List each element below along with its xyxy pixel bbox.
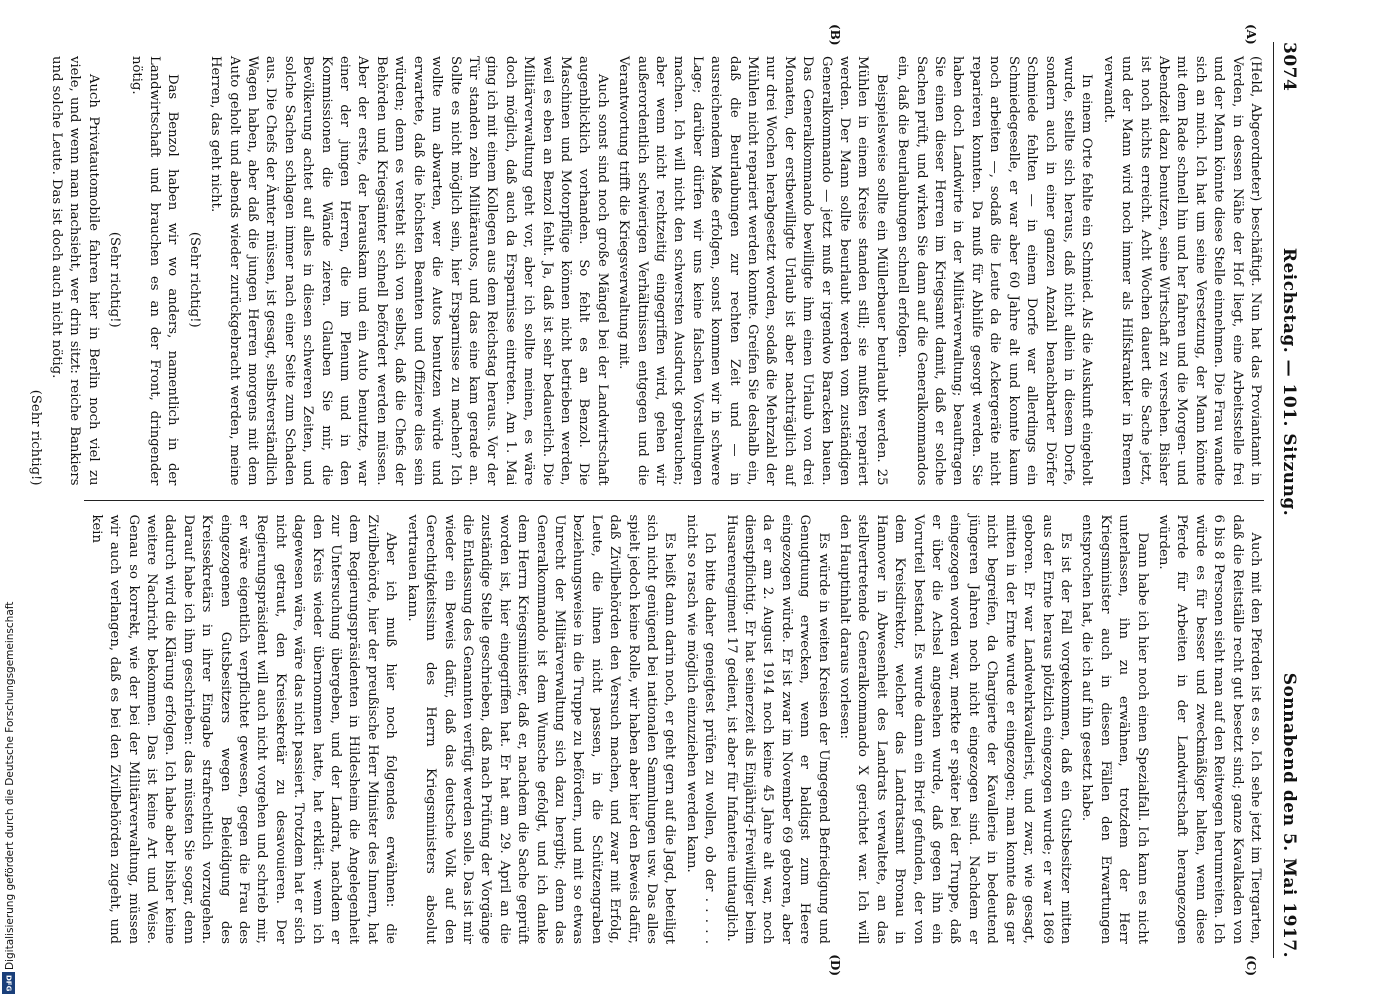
paragraph: Auch mit den Pferden ist es so. Ich sehe jetzt im Tiergarten, daß die Reitställe recht gut besetzt sind; ganze Kavalkaden von 6 bis 8 Personen sieht man auf den Reitwegen herumreiten. Ich würde es für besser und zweckmäßiger halten, wenn diese Pferde für Arbeiten in der Landwirtschaft herangezogen würden. [1155, 514, 1263, 944]
dfg-logo: DFG [2, 972, 15, 994]
page-header [1273, 42, 1304, 958]
page-number: 3074 [1278, 42, 1299, 92]
paragraph: Auch sonst sind noch große Mängel bei der Landwirtschaft augenblicklich vorhanden. So fehlt es an Benzol. Die Maschinen und Motorpflüge können nicht betrieben werden, weil es eben an Benzol fehlt. Ja, daß ist sehr bedauerlich. Die Militärverwaltung geht vor, aber ich sollte meinen, es wäre doch möglich, daß auch da Ersparnisse eintreten. Am 1. Mai ging ich mit einem Kollegen aus dem Reichstag heraus. Vor der Tür standen zehn Militärautos, und das eine kam gerade an. Sollte es nicht möglich sein, hier Ersparnisse zu machen? Ich wollte nun abwarten, wer die Autos benutzen würde und erwartete, daß die höchsten Beamten und Offiziere dies sein würden; denn es versteht sich von selbst, daß die Chefs der Behörden und Kriegsämter schnell befördert werden müssen. Aber der erste, der herauskam und ein Auto benutzte, war einer der jungen Herren, die im Plenum und in den Kommissionen die Wände zieren. Glauben Sie mir, die Bevölkerung achtet auf alles in diesen schweren Zeiten, und solche Sachen schlagen immer nach einer Seite zum Schaden aus. Die Chefs der Ämter müssen, ist gesagt, selbstverständlich Wagen haben, aber daß die jungen Herren morgens mit dem Auto geholt und abends wieder zurückgebracht werden, meine Herren, das geht nicht. [207, 56, 610, 486]
margin-marker-a: (A) [1243, 24, 1258, 45]
applause-note: (Sehr richtig!) [186, 231, 202, 328]
quoted-paragraph: Es würde in weiten Kreisen der Umgegend Befriedigung und Genugtuung erwecken, wenn er baldigst zum Heere eingezogen würde. Er ist zwar im November 69 geboren, aber da er am 2. August 1914 noch keine 45 Jahre alt war, noch dienstpflichtig. Er hat seinerzeit als Einjährig-Freiwilliger beim Husarenregiment 17 gedient, ist aber für Infanterie untauglich. [723, 514, 831, 944]
quoted-paragraph: Ich bitte daher geneigtest prüfen zu wollen, ob der . . . . . nicht so rasch wie möglich einzuziehen werden kann. [683, 514, 717, 944]
paragraph: (Held, Abgeordneter) beschäftigt. Nun hat das Proviantamt in Verden, in dessen Nähe der Hof liegt, eine Arbeitsstelle frei und der Mann könnte diese Stelle einnehmen. Die Frau wandte sich an mich. Ich hat um seine Versetzung, der Mann könnte mit dem Rade schnell hin und her fahren und die Morgen- und Abendzeit dazu benutzen, seine Wirtschaft zu versehen. Bisher ist noch nichts erreicht. Acht Wochen dauert die Sache jetzt, und der Mann wird noch immer als Hilfskrankler in Bremen verwandt. [1100, 56, 1263, 486]
paragraph: Es heißt dann darin noch, er geht gern auf die Jagd, beteiligt sich nicht genügend bei nationalen Sammlungen usw. Das alles spielt jedoch keine Rolle, wir haben aber hier den Beweis dafür, daß Zivilbehörden den Versuch machen, und zwar mit Erfolg, Leute, die ihnen nicht passen, in die Schützengraben beziehungsweise in die Truppe zu befördern, und mit so etwas Unrecht der Militärverwaltung sich dazu hergibt; denn das Generalkommando ist dem Wunsche gefolgt, und ich danke dem Herrn Kriegsminister, daß er, nachdem die Sache geprüft worden ist, hier eingegriffen hat. Er hat am 29. April an die zuständige Stelle geschrieben, daß nach Prüfung der Vorgänge die Entlassung des Genannten verfügt werden solle. Das ist mir wieder ein Beweis dafür, daß das deutsche Volk auf den Gerechtigkeitssinn des Herrn Kriegsministers absolut vertrauen kann. [404, 514, 677, 944]
session-title: Reichstag. — 101. Sitzung. [1278, 247, 1299, 517]
session-date: Sonnabend den 5. Mai 1917. [1278, 672, 1299, 958]
digitization-credit [2, 20, 16, 970]
digitization-credit-text: Digitalisierung gefördert durch die Deutsche Forschungsgemeinschaft [4, 601, 16, 970]
text-columns [27, 24, 1264, 976]
paragraph: Es ist der Fall vorgekommen, daß ein Gutsbesitzer mitten aus der Ernte heraus plötzlich eingezogen wurde; er war 1869 geboren. Er war Landwehrkavallerist, und zwar, wie gesagt, mitten in der Ernte wurde er eingezogen; man konnte das gar nicht begreifen, da Chargierte der Kavallerie in bedeutend jüngeren Jahren noch nicht eingezogen sind. Nachdem er eingezogen worden war, merkte er später bei der Truppe, daß er über die Achsel angesehen wurde, daß gegen ihn ein Vorurteil bestand. Es wurde dann ein Brief gefunden, der von dem Kreisdirektor, welcher das Landratsamt Bronau in Hannover in Abwesenheit des Landrats verwaltete, an das stellvertretende Generalkommando X gerichtet war. Ich will den Hauptinhalt daraus vorlesen: [836, 514, 1073, 944]
margin-marker-c: (C) [1243, 955, 1258, 976]
paragraph: Aber ich muß hier noch folgendes erwähnen: die Zivilbehörde, hier der preußische Herr Minister des Innern, hat dem Regierungspräsidenten in Hildesheim die Angelegenheit zur Untersuchung übergeben, und der Landrat, nachdem er den Kreis wieder übernommen hatte, hat erklärt: wenn ich dagewesen wäre, wäre das nicht passiert. Trotzdem hat er sich nicht getraut, den Kreissekretär zu desavouieren. Der Regierungspräsident will auch nicht vorgehen und schrieb mir, er wäre eigentlich verpflichtet gewesen, gegen die Frau des eingezogenen Gutsbesitzers wegen Beleidigung des Kreissekretärs in ihrer Eingabe strafrechtlich vorzugehen. Darauf habe ich ihm geschrieben: das müssten Sie sogar, denn dadurch wird die Klärung erfolgen. Ich habe aber bisher keine weitere Nachricht bekommen. Das ist keine Art und Weise. Genau so korrekt, wie der bei der Militärverwaltung, müssen wir auch verlangen, daß es bei den Zivilbehörden zugeht, und kein [88, 514, 398, 944]
paragraph: In einem Orte fehlte ein Schmied. Als die Auskunft eingeholt wurde, stellte sich heraus, daß nicht allein in diesem Dorfe, sondern auch in einer ganzen Anzahl benachbarter Dörfer Schmiede fehlten — in einem Dorfe war allerdings ein Schmiedegeselle, er war aber 60 Jahre alt und konnte kaum noch arbeiten —, sodaß die Leute da die Ackergeräte nicht reparieren konnten. Da muß für Abhilfe gesorgt werden. Sie haben doch Landwirte in der Militärverwaltung; beauftragen Sie einen dieser Herren im Kriegsamt damit, daß er solche Sachen prüft, und wirken Sie dann auf die Generalkommandos ein, daß die Beurlaubungen schnell erfolgen. [894, 56, 1094, 486]
paragraph: Das Benzol haben wir wo anders, namentlich in der Landwirtschaft und brauchen es an der Front, dringender nötig. [128, 56, 180, 486]
paragraph: Dann habe ich hier noch einen Spezialfall. Ich kann es nicht unterlassen, ihn zu erwähnen, trotzdem der Herr Kriegsminister auch in diesen Fällen den Erwartungen entsprochen hat, die ich auf ihn gesetzt habe. [1078, 514, 1150, 944]
margin-marker-d: (D) [827, 954, 842, 976]
paragraph: Beispielsweise sollte ein Müllerbauer beurlaubt werden. 25 Mühlen in einem Kreise standen still; sie mußten repariert werden. Der Mann sollte beurlaubt werden vom zuständigen Generalkommando — jetzt muß er irgendwo Baracken bauen. Das Generalkommando bewilligte ihm einen Urlaub von drei Monaten, der erstbewilligte Urlaub ist aber nachträglich auf nur drei Wochen herabgesetzt worden, sodaß die Mehrzahl der Mühlen nicht repariert werden konnte. Greifen Sie deshalb ein, daß die Beurlaubungen zur rechten Zeit und — in ausreichendem Maße erfolgen, sonst kommen wir in schwere Lage; darüber dürfen wir uns keine falschen Vorstellungen machen. Ich will nicht den schwersten Ausdruck gebrauchen; aber wenn nicht rechtzeitig eingegriffen wird, gehen wir außerordentlich schwierigen Verhältnissen entgegen und die Verantwortung trifft die Kriegsverwaltung mit. [615, 56, 889, 486]
paragraph: Auch Privatautomobile fahren hier in Berlin noch viel zu viele, und wenn man nachsieht, wer drin sitzt: reiche Bankiers und solche Leute. Das ist doch auch nicht nötig. [48, 56, 101, 486]
applause-note: (Sehr richtig!) [106, 231, 122, 328]
margin-marker-b: (B) [827, 24, 842, 46]
applause-note: (Sehr richtig!) [27, 389, 43, 486]
right-column [84, 500, 1264, 976]
left-column [27, 24, 1264, 500]
document-page [27, 20, 1312, 980]
